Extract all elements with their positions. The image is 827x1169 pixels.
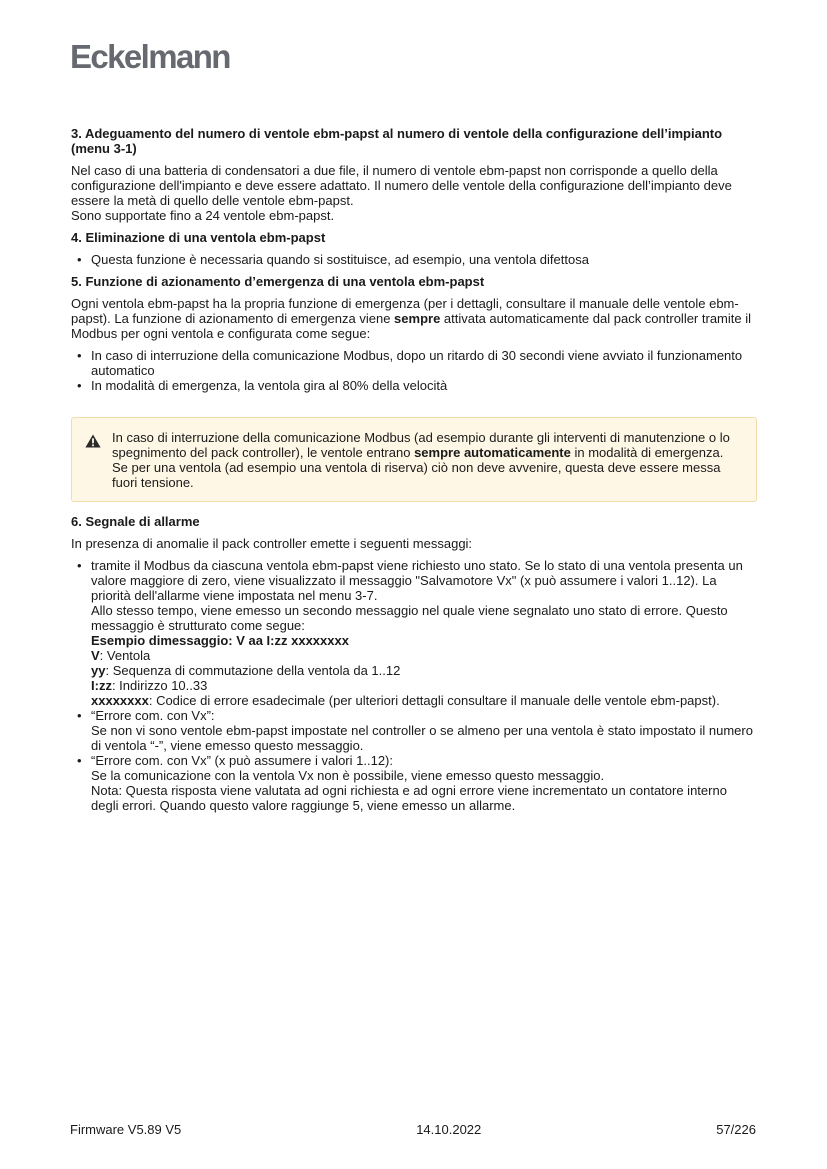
section-6-intro: In presenza di anomalie il pack controller emette i seguenti messaggi: xyxy=(71,536,473,551)
section-3-note: Sono supportate fino a 24 ventole ebm-papst. xyxy=(71,208,335,223)
section-5-list xyxy=(71,348,757,393)
section-6-list xyxy=(71,558,757,813)
warning-text: In caso di interruzione della comunicazione Modbus (ad esempio durante gli interventi di manutenzione o lo spegnimento del pack controller), le ventole entrano sempre automaticamente in modalità di emergenza. Se per una ventola (ad esempio una ventola di riserva) ciò non deve avvenire, questa deve essere messa fuori tensione. xyxy=(112,430,730,490)
section-3-title: 3. Adeguamento del numero di ventole ebm-papst al numero di ventole della configurazione dell’impianto (menu 3-1) xyxy=(71,126,723,156)
message-example: Esempio dimessaggio: V aa I:zz xxxxxxxx xyxy=(91,633,349,648)
list-item: • Questa funzione è necessaria quando si sostituisce, ad esempio, una ventola difettosa xyxy=(71,252,757,267)
section-3-body: Nel caso di una batteria di condensatori a due file, il numero di ventole ebm-papst non corrisponde a quello della configurazione dell'impianto e deve essere adattato. Il numero delle ventole della configurazione dell’impianto deve essere la metà di quello delle ventole ebm-papst. xyxy=(71,163,732,208)
footer-page-number: 57/226 xyxy=(716,1122,756,1137)
page-footer xyxy=(70,1122,756,1137)
warning-triangle-icon xyxy=(85,434,101,448)
footer-date: 14.10.2022 xyxy=(416,1122,482,1137)
list-item: • In modalità di emergenza, la ventola gira al 80% della velocità xyxy=(71,378,757,393)
section-6-title: 6. Segnale di allarme xyxy=(71,514,200,529)
list-item: • In caso di interruzione della comunicazione Modbus, dopo un ritardo di 30 secondi viene avviato il funzionamento automatico xyxy=(71,348,757,378)
section-4-list xyxy=(71,252,757,267)
brand-logo: Eckelmann xyxy=(70,38,230,75)
list-item: • tramite il Modbus da ciascuna ventola ebm-papst viene richiesto uno stato. Se lo stato di una ventola presenta un valore maggiore di zero, viene visualizzato il messaggio "Salvamotore Vx" (x può assumere i valori 1..12). La priorità dell'allarme viene impostata nel menu 3-7. Allo stesso tempo, viene emesso un secondo messaggio nel quale viene segnalato uno stato di errore. Questo messaggio è strutturato come segue: Esempio dimessaggio: V aa I:zz xxxxxxxx V: Ventola yy: Sequenza di commutazione della ventola da 1..12 I:zz: Indirizzo 10..33 xxxxxxxx: Codice di errore esadecimale (per ulteriori dettagli consultare il manuale delle ventole ebm-papst). xyxy=(71,558,757,708)
page-content xyxy=(71,126,757,820)
section-5-title: 5. Funzione di azionamento d’emergenza di una ventola ebm-papst xyxy=(71,274,485,289)
section-4-title: 4. Eliminazione di una ventola ebm-papst xyxy=(71,230,326,245)
warning-box xyxy=(71,417,757,502)
section-5-body: Ogni ventola ebm-papst ha la propria funzione di emergenza (per i dettagli, consultare il manuale delle ventole ebm-papst). La funzione di azionamento di emergenza viene sempre attivata automaticamente dal pack controller tramite il Modbus per ogni ventola e configurata come segue: xyxy=(71,296,751,341)
list-item: • “Errore com. con Vx”: Se non vi sono ventole ebm-papst impostate nel controller o se almeno per una ventola è stato impostato il numero di ventola “-”, viene emesso questo messaggio. xyxy=(71,708,757,753)
list-item: • “Errore com. con Vx” (x può assumere i valori 1..12): Se la comunicazione con la ventola Vx non è possibile, viene emesso questo messaggio. Nota: Questa risposta viene valutata ad ogni richiesta e ad ogni errore viene incrementato un contatore interno degli errori. Quando questo valore raggiunge 5, viene emesso un allarme. xyxy=(71,753,757,813)
footer-firmware: Firmware V5.89 V5 xyxy=(70,1122,182,1137)
